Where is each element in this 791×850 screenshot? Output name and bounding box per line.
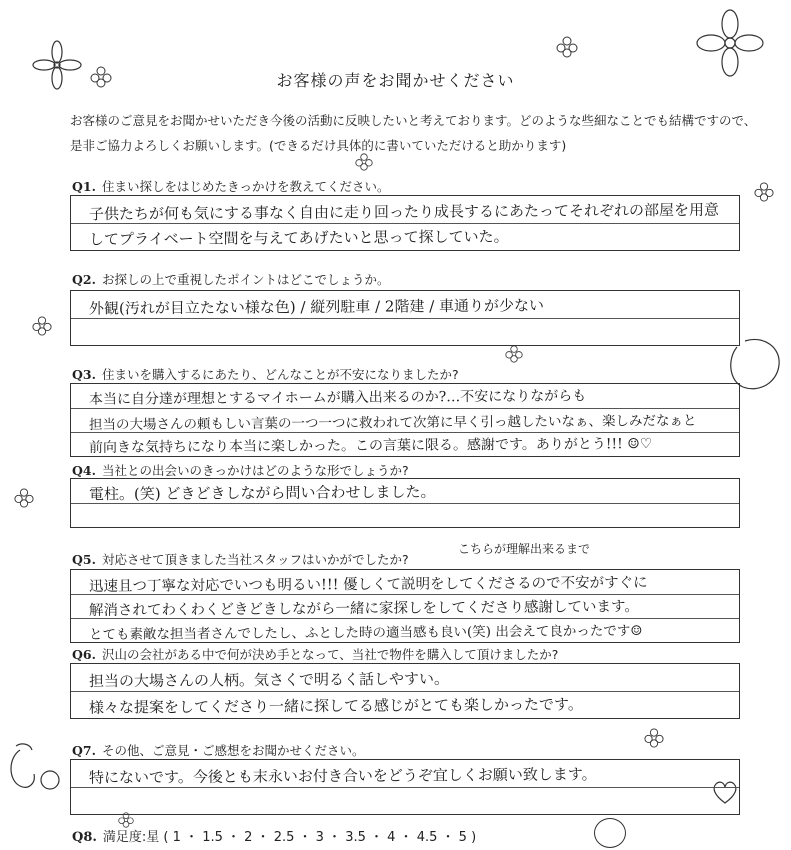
answer-box-6 xyxy=(70,663,740,719)
answer-line: 電柱。(笑) どきどきしながら問い合わせしました。 xyxy=(88,482,436,504)
question-text: 沢山の会社がある中で何が決め手となって、当社で物件を購入して頂けましたか? xyxy=(101,647,559,662)
answer-line: 様々な提案をしてくださり一緒に探してる感じがとても楽しかったです。 xyxy=(88,695,583,717)
rating-option[interactable]: 2.5 xyxy=(273,830,295,845)
page-title: お客様の声をお聞かせください xyxy=(276,71,515,90)
answer-line: してプライベート空間を与えてあげたいと思って探していた。 xyxy=(88,227,509,249)
intro-text: お客様のご意見をお聞かせいただき今後の活動に反映したいと考えております。どのような些細なことでも結構ですので、是非ご協力よろしくお願いします。(できるだけ具体的に書いていただけると助かります) xyxy=(70,113,757,153)
answer-line: 外観(汚れが目立たない様な色) / 縦列駐車 / 2階建 / 車通りが少ない xyxy=(88,296,545,318)
rating-option[interactable]: 4 xyxy=(387,830,396,845)
rating-separator: ・ xyxy=(252,830,274,845)
question-number: Q6. xyxy=(72,647,96,662)
question-number: Q2. xyxy=(72,272,96,287)
answer-box-2 xyxy=(70,290,740,346)
rating-option[interactable]: 3.5 xyxy=(345,830,366,845)
rating-option[interactable]: 5 xyxy=(458,830,467,845)
answer-line: 解消されてわくわくどきどきしながら一緒に家探しをしてくださり感謝しています。 xyxy=(88,599,639,619)
flower-doodle-icon xyxy=(556,36,578,58)
question-text: 当社との出会いのきっかけはどのような形でしょうか? xyxy=(101,463,409,478)
rating-separator: ・ xyxy=(180,830,203,845)
answer-line: 子供たちが何も気にする事なく自由に走り回ったり成長するにあたってそれぞれの部屋を用意 xyxy=(88,200,720,224)
rating-option[interactable]: 2 xyxy=(244,830,253,845)
question-text: その他、ご意見・ご感想をお聞かせください。 xyxy=(101,743,365,758)
rating-option[interactable]: 3 xyxy=(315,830,324,845)
answer-line: 前向きな気持ちになり本当に楽しかった。この言葉に限る。感謝です。ありがとう!!! ☺♡ xyxy=(88,436,653,456)
question-6 xyxy=(72,645,558,663)
satisfaction-rating xyxy=(72,826,476,845)
selected-rating-circle xyxy=(594,818,626,848)
rating-option[interactable]: 1 xyxy=(172,830,181,845)
rating-option[interactable]: 1.5 xyxy=(202,830,223,845)
question-number: Q5. xyxy=(72,552,96,567)
rating-label: 満足度:星 ( xyxy=(102,830,169,845)
flower-doodle-icon xyxy=(32,316,52,336)
flower-doodle-icon xyxy=(505,345,523,363)
question-3 xyxy=(72,365,459,383)
answer-box-3 xyxy=(70,383,740,457)
circle-doodle-icon xyxy=(6,740,64,795)
question-7 xyxy=(72,741,364,759)
question-number: Q1. xyxy=(72,179,96,194)
rating-options xyxy=(173,830,467,845)
answer-line: 本当に自分達が理想とするマイホームが購入出来るのか?…不安になりながらも xyxy=(88,388,587,408)
question-5 xyxy=(72,550,409,568)
answer-box-1 xyxy=(70,195,740,251)
question-number: Q3. xyxy=(72,367,96,382)
answer-line: 担当の大場さんの頼もしい言葉の一つ一つに救われて次第に早く引っ越したいなぁ、楽しみだなぁと xyxy=(88,412,697,434)
answer-line: 迅速且つ丁寧な対応でいつも明るい!!! 優しくて説明をしてくださるので不安がすぐに xyxy=(88,575,648,595)
answer-line: 特にないです。今後とも末永いお付き合いをどうぞ宜しくお願い致します。 xyxy=(88,765,597,787)
rating-separator: ・ xyxy=(437,830,459,845)
rating-separator: ・ xyxy=(323,830,346,845)
question-2 xyxy=(72,270,389,288)
flower-doodle-icon xyxy=(14,488,34,508)
flower-doodle-icon xyxy=(754,182,774,202)
question-text: お探しの上で重視したポイントはどこでしょうか。 xyxy=(101,272,390,287)
question-number: Q7. xyxy=(72,743,96,758)
rating-separator: ・ xyxy=(365,830,388,845)
answer-line: とても素敵な担当者さんでしたし、ふとした時の適当感も良い(笑) 出会えて良かったです☺ xyxy=(88,623,643,643)
question-number: Q8. xyxy=(72,830,97,845)
question-number: Q4. xyxy=(72,463,96,478)
rating-option[interactable]: 4.5 xyxy=(416,830,438,845)
answer-line: 担当の大場さんの人柄。気さくで明るく話しやすい。 xyxy=(88,669,450,691)
rating-separator: ・ xyxy=(222,830,245,845)
question-text: 住まい探しをはじめたきっかけを教えてください。 xyxy=(101,179,390,194)
question-1 xyxy=(72,177,389,195)
answer-box-7 xyxy=(70,759,740,815)
rating-close: ) xyxy=(471,830,477,845)
rating-separator: ・ xyxy=(395,830,417,845)
question-4 xyxy=(72,461,409,479)
rating-separator: ・ xyxy=(294,830,316,845)
question-text: 対応させて頂きました当社スタッフはいかがでしたか? xyxy=(101,552,409,567)
flower-doodle-icon xyxy=(644,728,664,748)
answer-box-4 xyxy=(70,478,740,528)
answer-box-5 xyxy=(70,569,740,643)
question-text: 住まいを購入するにあたり、どんなことが不安になりましたか? xyxy=(101,367,459,382)
handwritten-note: こちらが理解出来るまで xyxy=(458,542,591,556)
